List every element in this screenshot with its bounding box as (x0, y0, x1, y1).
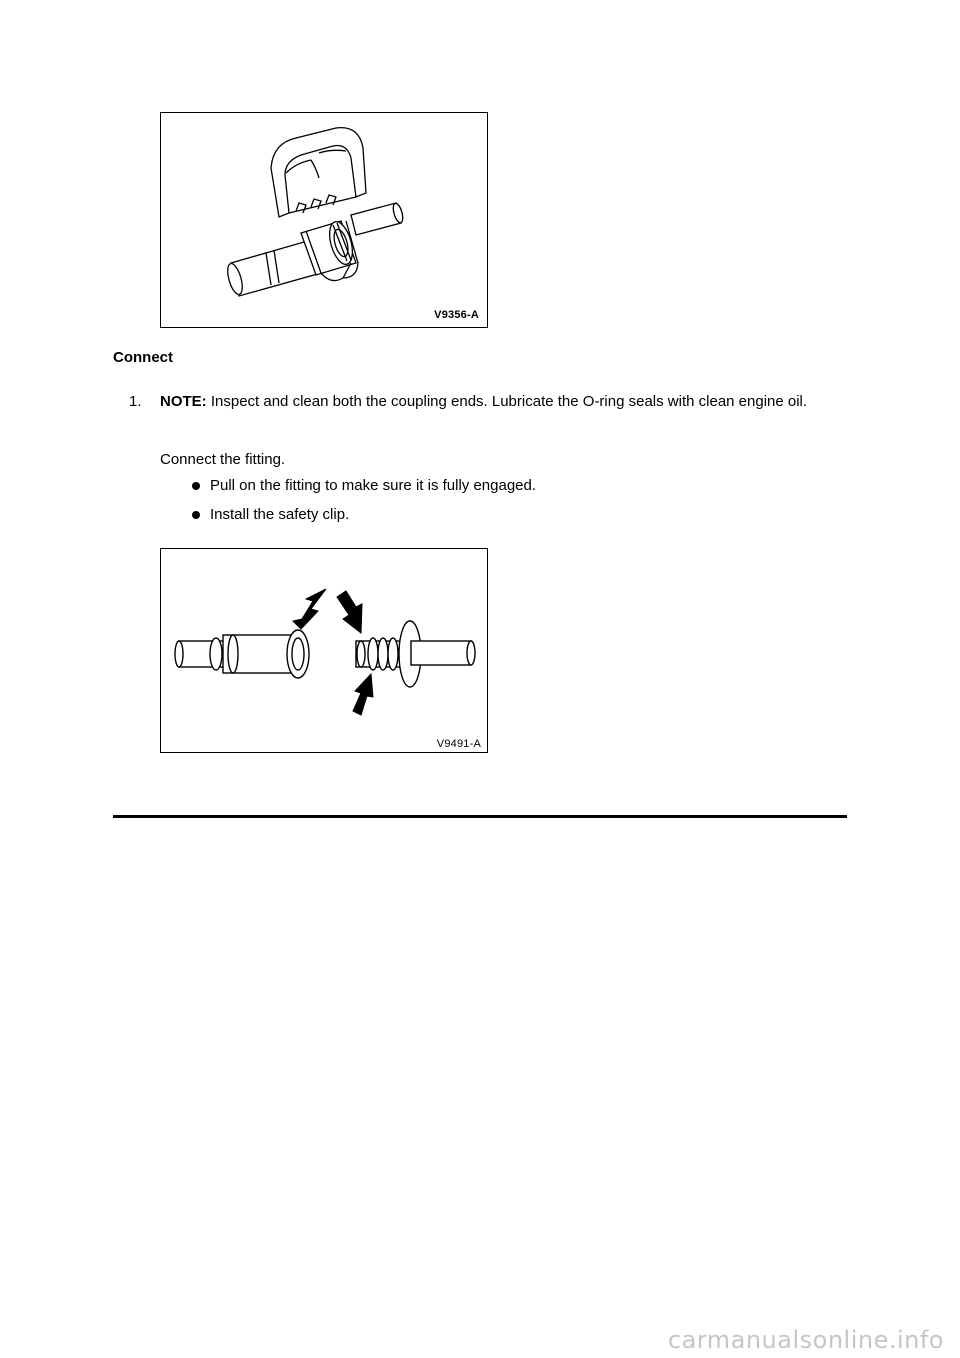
note-label: NOTE: (160, 393, 207, 410)
coupling-clip-illustration (161, 113, 487, 327)
step-action: Connect the fitting. (160, 451, 286, 468)
figure-coupling-ends (160, 548, 488, 753)
note-text: Inspect and clean both the coupling ends. Lubricate the O-ring seals with clean engine oil. (206, 393, 808, 410)
section-heading: Connect (113, 349, 173, 366)
bullet-icon (192, 482, 200, 490)
step-note (160, 393, 840, 410)
bullet-text: Install the safety clip. (210, 506, 350, 523)
figure-label: V9356-A (434, 309, 479, 321)
coupling-ends-illustration (161, 549, 487, 752)
bullet-icon (192, 511, 200, 519)
section-divider (113, 815, 847, 818)
bullet-text: Pull on the fitting to make sure it is fully engaged. (210, 477, 537, 494)
figure-label: V9491-A (436, 738, 481, 750)
watermark: carmanualsonline.info (667, 1326, 944, 1354)
step-number: 1. (129, 393, 142, 410)
figure-coupling-clip (160, 112, 488, 328)
